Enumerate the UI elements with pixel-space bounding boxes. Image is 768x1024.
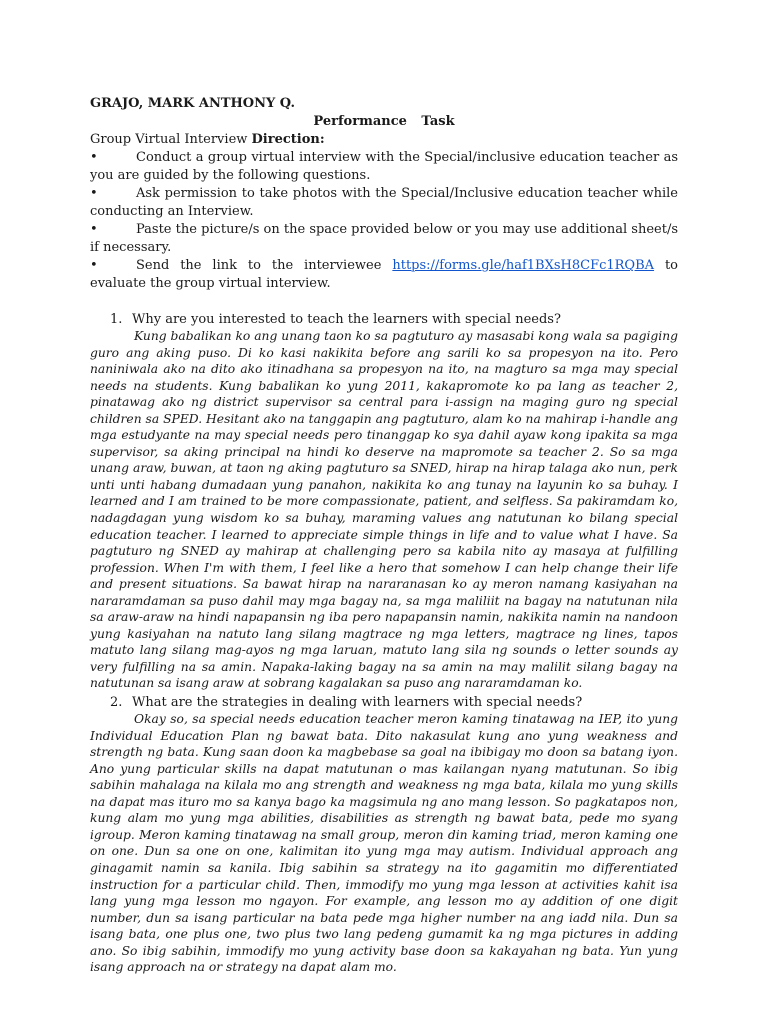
bullet-symbol: • xyxy=(90,186,98,201)
bullet-text: Send the link to the interviewee xyxy=(136,258,393,273)
question-text: Why are you interested to teach the learners with special needs? xyxy=(132,312,561,327)
bullet-symbol: • xyxy=(90,258,98,273)
bullet-text: Ask permission to take photos with the Special/Inclusive education teacher while conducting an Interview. xyxy=(90,186,678,219)
bullet-item xyxy=(90,149,678,185)
answer-text: Kung babalikan ko ang unang taon ko sa pagtuturo ay masasabi kong wala sa pagiging guro ang aking puso. Di ko kasi nakikita before ang sarili ko sa propesyon na ito. Pero naniniwala ako na dito ako itinadhana sa propesyon na ito, na magturo sa mga may special needs na students. Kung babalikan ko yung 2011, kakapromote ko pa lang as teacher 2, pinatawag ako ng district supervisor sa central para i-assign na maging guro ng special children sa SPED. Hesitant ako na tanggapin ang pagtuturo, alam ko na mahirap i-handle ang mga estudyante na may special needs pero tinanggap ko sya dahil ayaw kong ipakita sa mga supervisor, sa aking principal na hindi ko deserve na mapromote sa teacher 2. So sa mga unang araw, buwan, at taon ng aking pagtuturo sa SNED, hirap na hirap talaga ako nun, perk unti unti habang dumadaan yung panahon, nakikita ko ang tunay na layunin ko sa buhay. I learned and I am trained to be more compassionate, patient, and selfless. Sa pakiramdam ko, nadagdagan yung wisdom ko sa buhay, maraming values ang natutunan ko bilang special education teacher. I learned to appreciate simple things in life and to value what I have. Sa pagtuturo ng SNED ay mahirap at challenging pero sa kabila nito ay masaya at fulfilling profession. When I'm with them, I feel like a hero that somehow I can help change their life and present situations. Sa bawat hirap na nararanasan ko ay meron namang kasiyahan na nararamdaman sa puso dahil may mga bagay na, sa mga maliliit na bagay na natutunan nila sa araw-araw na hindi napapansin ng iba pero napapansin namin, nakikita namin na nandoon yung kasiyahan na natuto lang silang magtrace ng mga letters, magtrace ng lines, tapos matuto lang silang mag-ayos ng mga laruan, matuto lang sila ng sounds o letter sounds ay very fulfilling na sa amin. Napaka-laking bagay na sa amin na may malilit silang bagay na natutunan sa isang araw at sobrang kagalakan sa puso ang nararamdaman ko. xyxy=(90,329,678,691)
spacer xyxy=(90,293,678,311)
bullet-text: to evaluate the group virtual interview. xyxy=(90,258,679,291)
direction-label: Direction: xyxy=(251,132,325,147)
question-text: What are the strategies in dealing with learners with special needs? xyxy=(132,695,583,711)
bullet-text: Conduct a group virtual interview with the Special/inclusive education teacher as you are guided by the following questions. xyxy=(90,150,678,183)
intro-label: Group Virtual Interview xyxy=(90,132,252,147)
author-name: GRAJO, MARK ANTHONY Q. xyxy=(90,96,296,111)
bullet-item xyxy=(90,257,678,293)
document-title: Performance Task xyxy=(313,114,455,129)
bullet-item xyxy=(90,221,678,257)
question-heading xyxy=(90,694,678,711)
bullet-symbol: • xyxy=(90,150,98,165)
intro-line xyxy=(90,131,678,149)
evaluation-form-link[interactable]: https://forms.gle/haf1BXsH8CFc1RQBA xyxy=(392,258,655,273)
bullet-text: Paste the picture/s on the space provided below or you may use additional sheet/s if necessary. xyxy=(90,222,678,255)
question-number: 2. xyxy=(110,695,123,711)
bullet-symbol: • xyxy=(90,222,98,237)
answer-text: Okay so, sa special needs education teacher meron kaming tinatawag na IEP, ito yung Individual Education Plan ng bawat bata. Dito nakasulat kung ano yung weakness and strength ng bata. Kung saan doon ka magbebase sa goal na ibibigay mo doon sa batang iyon. Ano yung particular skills na dapat matutunan o mas kailangan nyang matutunan. So ibig sabihin mahalaga na kilala mo ang strength and weakness ng mga bata, kilala mo yung skills na dapat mas ituro mo sa kanya bago ka magsimula ng ano mang lesson. So pagkatapos non, kung alam mo yung mga abilities, disabilities as strength ng bawat bata, pede mo syang igroup. Meron kaming tinatawag na small group, meron din kaming triad, meron kaming one on one. Dun sa one on one, kalimitan ito yung mga may autism. Individual approach ang ginagamit namin sa kanila. Ibig sabihin sa strategy na ito gagamitin mo differentiated instruction for a particular child. Then, immodify mo yung mga lesson at activities kahit isa lang yung mga lesson mo ngayon. For example, ang lesson mo ay addition of one digit number, dun sa isang particular na bata pede mga higher number na ang iadd nila. Dun sa isang bata, one plus one, two plus two lang pedeng gumamit ka ng mga pictures in adding ano. So ibig sabihin, immodify mo yung activity base doon sa kakayahan ng bata. Yun yung isang approach na or strategy na dapat alam mo. xyxy=(90,712,678,975)
question-block xyxy=(90,311,678,692)
question-heading xyxy=(90,311,678,328)
bullet-item xyxy=(90,185,678,221)
question-number: 1. xyxy=(110,312,123,327)
question-block xyxy=(90,694,678,976)
document-page xyxy=(90,95,678,978)
